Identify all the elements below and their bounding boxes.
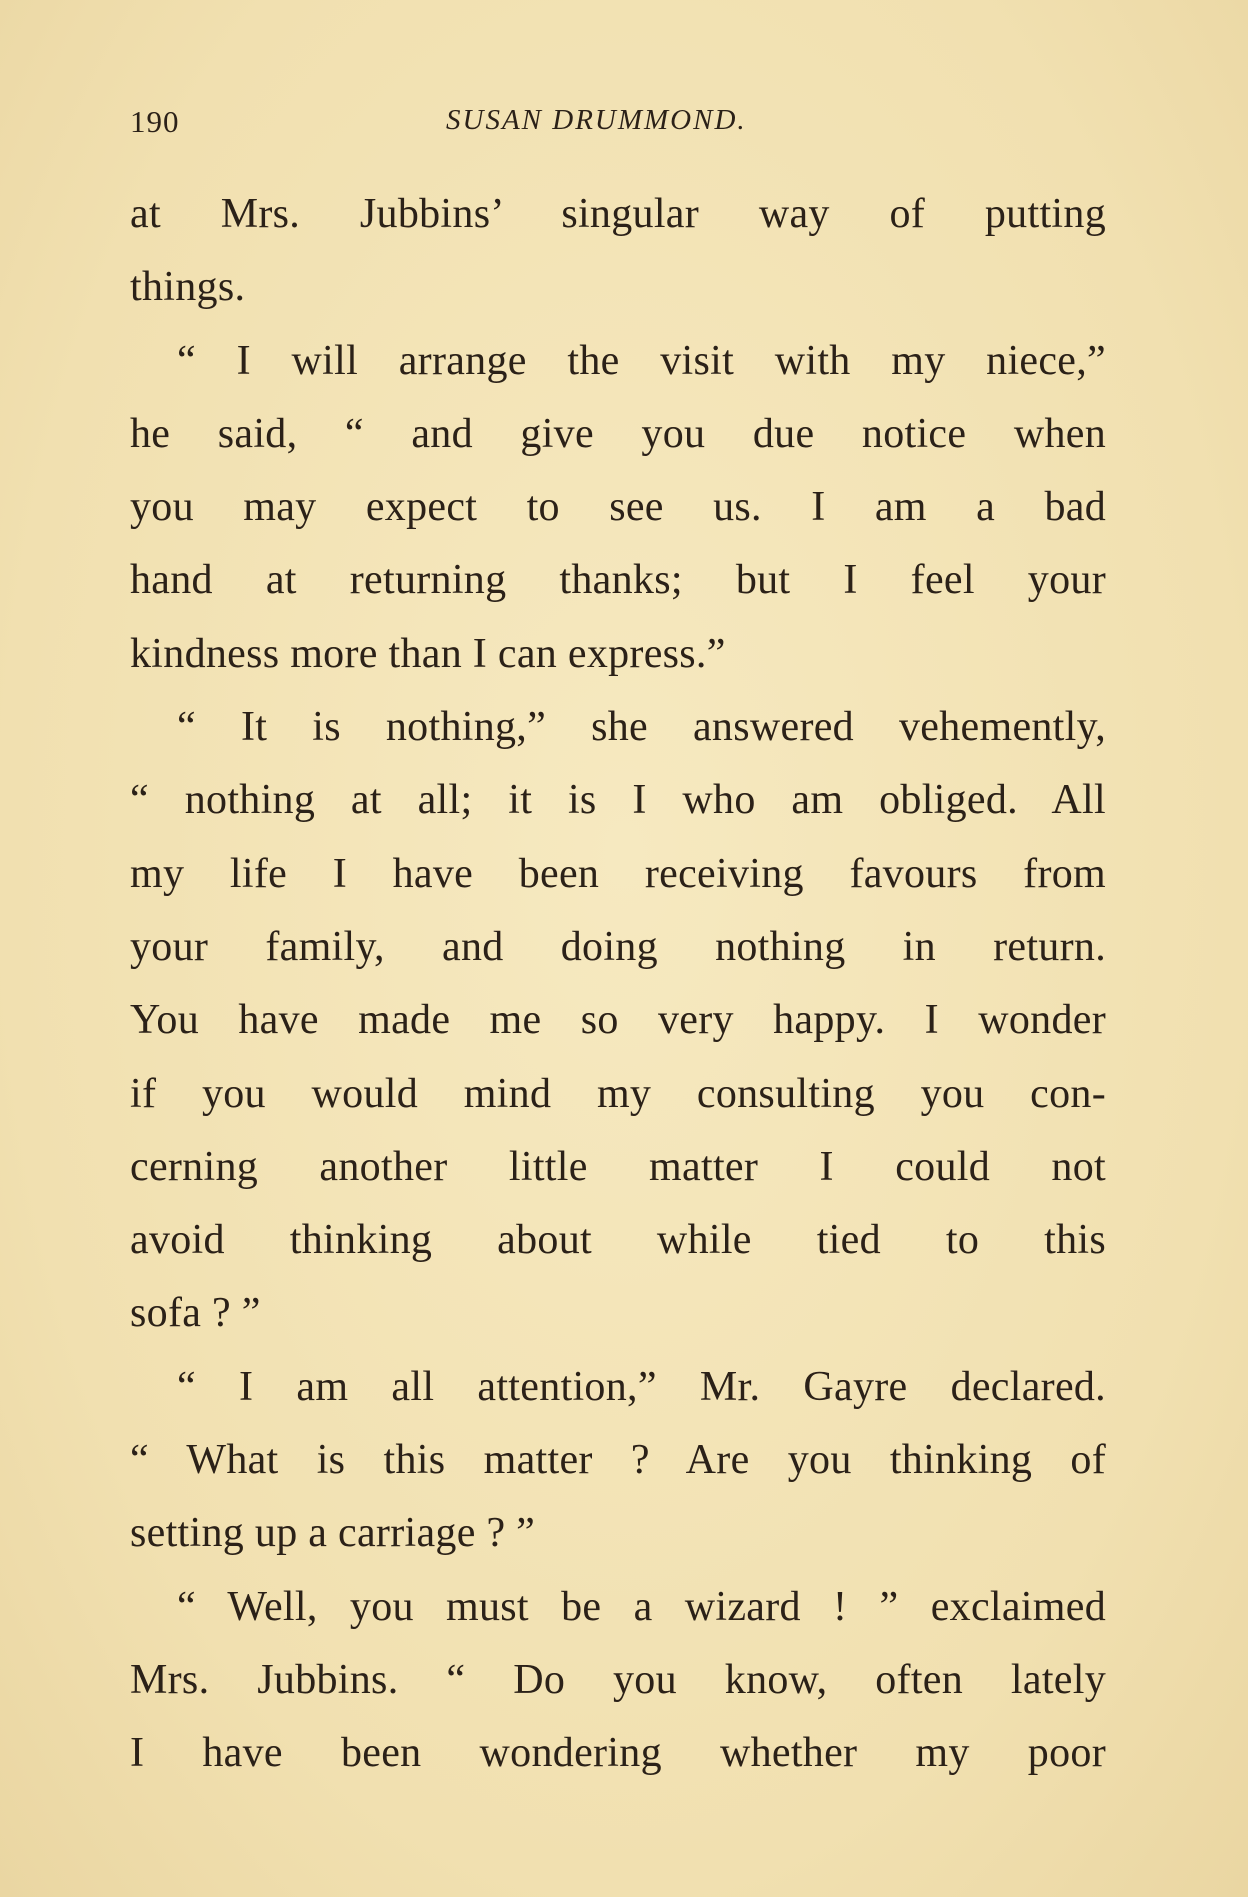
page-number: 190 [130, 104, 180, 139]
text-line: kindness more than I can express.” [130, 630, 726, 677]
text-line: your family, and doing nothing in return. [130, 923, 1106, 970]
page-header [130, 104, 1106, 144]
running-title: SUSAN DRUMMOND. [446, 104, 747, 136]
text-line: “ What is this matter ? Are you thinking of [130, 1437, 1106, 1484]
text-line: at Mrs. Jubbins’ singular way of putting [130, 191, 1106, 237]
text-line: “ Well, you must be a wizard ! ” exclaimed [177, 1583, 1106, 1630]
text-line: avoid thinking about while tied to this [130, 1217, 1106, 1264]
text-line: if you would mind my consulting you con- [130, 1070, 1106, 1117]
text-line: Mrs. Jubbins. “ Do you know, often lately [130, 1656, 1106, 1703]
text-line: my life I have been receiving favours from [130, 850, 1106, 897]
text-line: “ It is nothing,” she answered vehemently, [177, 704, 1106, 751]
text-line: setting up a carriage ? ” [130, 1510, 536, 1557]
text-line: things. [130, 264, 246, 311]
text-line: you may expect to see us. I am a bad [130, 484, 1106, 531]
text-line: sofa ? ” [130, 1290, 261, 1337]
text-line: hand at returning thanks; but I feel your [130, 557, 1106, 604]
body-text [130, 178, 1106, 1791]
text-line: cerning another little matter I could not [130, 1143, 1106, 1190]
text-line: he said, “ and give you due notice when [130, 410, 1106, 457]
text-line: “ I will arrange the visit with my niece,” [177, 337, 1106, 384]
text-line: “ nothing at all; it is I who am obliged. All [130, 777, 1106, 824]
text-line: You have made me so very happy. I wonder [130, 997, 1106, 1044]
text-line: “ I am all attention,” Mr. Gayre declared. [177, 1363, 1106, 1410]
text-line: I have been wondering whether my poor [130, 1730, 1106, 1777]
